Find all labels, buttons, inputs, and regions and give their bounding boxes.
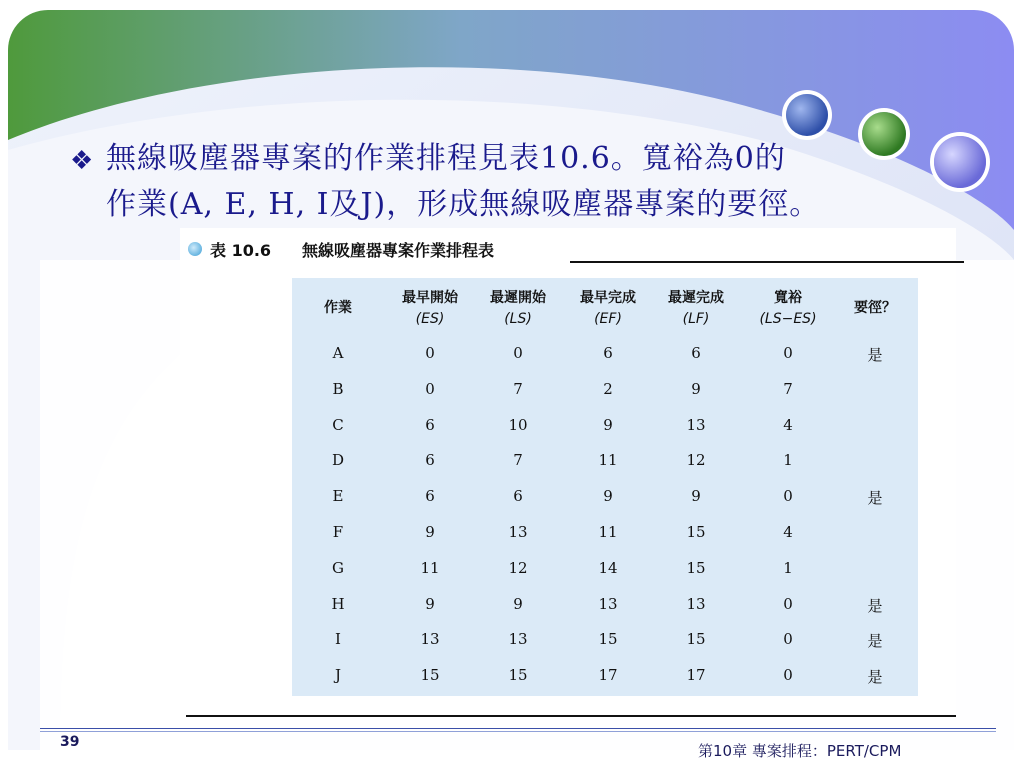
table-cell: 9	[425, 523, 435, 541]
column-header-label: 最遲開始	[490, 290, 546, 306]
table-cell: 0	[783, 594, 793, 613]
column-header-formula: (LS−ES)	[759, 311, 817, 327]
table-cell: 9	[425, 594, 435, 613]
table-figure	[180, 228, 956, 718]
table-cell: 6	[425, 415, 435, 434]
activity-cell: B	[332, 379, 344, 398]
column-header-label: 最遲完成	[668, 290, 724, 306]
table-cell: 6	[603, 344, 613, 362]
table-cell: 11	[420, 558, 440, 577]
diamond-bullet-icon: ❖	[70, 146, 95, 176]
table-bottom-rule	[186, 715, 956, 717]
table-cell: 13	[598, 594, 618, 613]
table-cell: 9	[603, 415, 613, 434]
footer-rule	[40, 728, 996, 729]
table-number: 表 10.6	[210, 241, 272, 260]
activity-cell: H	[331, 594, 345, 613]
table-cell: 7	[513, 379, 523, 398]
table-cell: 6	[425, 451, 435, 470]
critical-path-cell: 是	[867, 632, 883, 651]
table-cell: 15	[420, 666, 440, 685]
column-header	[568, 288, 648, 330]
bullet-line-2: 作業(A, E, H, I及J)，形成無線吸塵器專案的要徑。	[106, 187, 821, 222]
table-cell: 13	[420, 630, 440, 649]
table-cell: 4	[783, 523, 793, 541]
table-cell: 0	[425, 344, 435, 362]
table-cell: 7	[783, 379, 793, 398]
table-cell: 7	[513, 451, 523, 470]
column-header-formula: (ES)	[415, 311, 445, 327]
table-cell: 4	[783, 415, 793, 434]
table-cell: 13	[686, 594, 706, 613]
table-cell: 0	[783, 630, 793, 649]
activity-cell: F	[332, 523, 344, 541]
column-header	[478, 288, 558, 330]
decorative-orb-blue	[786, 94, 828, 136]
table-cell: 1	[783, 558, 793, 577]
table-cell: 17	[598, 666, 618, 685]
table-cell: 13	[686, 415, 706, 434]
table-cell: 0	[425, 379, 435, 398]
activity-cell: I	[335, 630, 341, 649]
activity-cell: C	[332, 415, 344, 434]
table-cell: 9	[691, 379, 701, 398]
table-cell: 15	[598, 630, 618, 649]
table-caption	[188, 236, 948, 262]
column-header-label: 最早完成	[580, 290, 636, 306]
table-cell: 13	[508, 523, 528, 541]
critical-path-cell: 是	[867, 346, 883, 364]
table-cell: 13	[508, 630, 528, 649]
table-cell: 6	[425, 487, 435, 506]
activity-cell: J	[334, 666, 341, 685]
column-header	[390, 288, 470, 330]
bullet-paragraph	[72, 136, 972, 228]
critical-path-cell: 是	[867, 489, 883, 508]
activity-cell: E	[332, 487, 344, 506]
table-title: 無線吸塵器專案作業排程表	[302, 241, 495, 260]
activity-cell: D	[331, 451, 345, 470]
table-cell: 11	[598, 451, 618, 470]
activity-cell: A	[332, 344, 344, 362]
table-cell: 12	[686, 451, 706, 470]
table-cell: 10	[508, 415, 528, 434]
column-header-formula: (LS)	[504, 311, 532, 327]
table-cell: 9	[513, 594, 523, 613]
column-header	[746, 288, 830, 330]
column-header-formula: (EF)	[594, 311, 622, 327]
bullet-line-1: 無線吸塵器專案的作業排程見表10.6。寬裕為0的	[106, 141, 786, 176]
table-cell: 12	[508, 558, 528, 577]
table-cell: 15	[508, 666, 528, 685]
column-header	[310, 298, 366, 319]
critical-path-cell: 是	[867, 668, 883, 687]
table-cell: 0	[783, 344, 793, 362]
table-cell: 6	[513, 487, 523, 506]
critical-path-cell: 是	[867, 596, 883, 615]
column-header-label: 要徑？	[854, 300, 896, 316]
table-cell: 0	[513, 344, 523, 362]
chapter-title: 第10章 專案排程：PERT/CPM	[698, 742, 902, 760]
caption-rule	[570, 261, 964, 263]
table-cell: 15	[686, 630, 706, 649]
activity-cell: G	[332, 558, 344, 577]
table-cell: 0	[783, 666, 793, 685]
table-cell: 1	[783, 451, 793, 470]
table-cell: 9	[691, 487, 701, 506]
column-header-label: 最早開始	[402, 290, 458, 306]
column-header-label: 寬裕	[774, 290, 802, 306]
table-cell: 15	[686, 558, 706, 577]
table-cell: 6	[691, 344, 701, 362]
table-cell: 14	[598, 558, 618, 577]
table-cell: 0	[783, 487, 793, 506]
page-number: 39	[60, 734, 80, 750]
table-cell: 17	[686, 666, 706, 685]
circle-bullet-icon	[188, 242, 202, 256]
schedule-table	[292, 278, 918, 696]
table-cell: 15	[686, 523, 706, 541]
column-header-formula: (LF)	[682, 311, 710, 327]
table-cell: 2	[603, 379, 613, 398]
column-header-label: 作業	[324, 300, 352, 316]
table-cell: 11	[598, 523, 618, 541]
column-header	[840, 298, 910, 319]
footer-rule-secondary	[40, 731, 996, 732]
table-cell: 9	[603, 487, 613, 506]
column-header	[656, 288, 736, 330]
